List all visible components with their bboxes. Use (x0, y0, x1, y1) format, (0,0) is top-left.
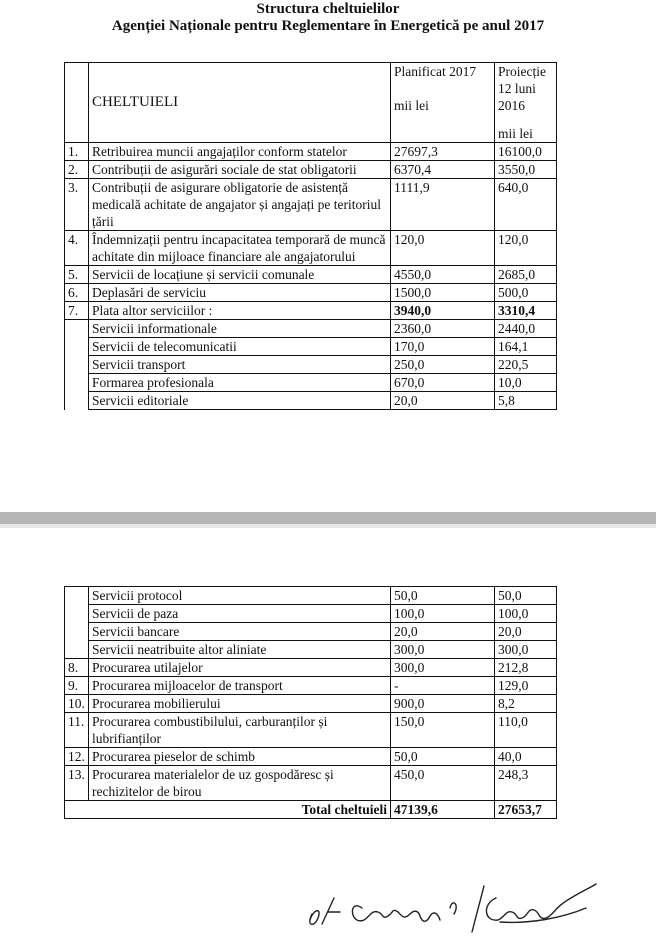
row-planned: 150,0 (391, 713, 495, 748)
row-planned: 2360,0 (391, 320, 495, 338)
row-projection: 20,0 (495, 623, 557, 641)
row-planned: 1500,0 (391, 284, 495, 302)
row-projection: 212,8 (495, 659, 557, 677)
table-row (65, 266, 557, 284)
row-number (65, 587, 89, 605)
row-projection: 10,0 (495, 374, 557, 392)
table-row (65, 161, 557, 179)
total-row (65, 801, 557, 819)
header-planned (391, 63, 495, 143)
row-number (65, 623, 89, 641)
row-projection: 248,3 (495, 766, 557, 801)
row-number (65, 392, 89, 410)
row-planned: 450,0 (391, 766, 495, 801)
row-label: Retribuirea muncii angajaților conform statelor (89, 143, 391, 161)
table-row (65, 695, 557, 713)
table-body-page2 (65, 587, 557, 801)
header-number-cell (65, 63, 89, 143)
row-planned: 100,0 (391, 605, 495, 623)
row-planned: 27697,3 (391, 143, 495, 161)
row-projection: 5,8 (495, 392, 557, 410)
row-number: 11. (65, 713, 89, 748)
row-label: Servicii neatribuite altor aliniate (89, 641, 391, 659)
row-projection: 500,0 (495, 284, 557, 302)
row-number: 4. (65, 231, 89, 266)
row-number: 3. (65, 179, 89, 231)
row-number: 2. (65, 161, 89, 179)
total-projection: 27653,7 (495, 801, 557, 819)
row-projection: 120,0 (495, 231, 557, 266)
row-label: Contribuții de asigurare obligatorie de asistență medicală achitate de angajator și angajați pe teritoriul țării (89, 179, 391, 231)
row-projection: 300,0 (495, 641, 557, 659)
row-label: Procurarea mijloacelor de transport (89, 677, 391, 695)
row-planned: 300,0 (391, 641, 495, 659)
row-label: Servicii transport (89, 356, 391, 374)
row-projection: 640,0 (495, 179, 557, 231)
row-planned: 50,0 (391, 587, 495, 605)
row-number: 5. (65, 266, 89, 284)
row-label: Procurarea utilajelor (89, 659, 391, 677)
table-row (65, 143, 557, 161)
row-planned: 50,0 (391, 748, 495, 766)
total-planned: 47139,6 (391, 801, 495, 819)
row-planned: 170,0 (391, 338, 495, 356)
row-number (65, 374, 89, 392)
row-label: Contribuții de asigurări sociale de stat obligatorii (89, 161, 391, 179)
table-row (65, 659, 557, 677)
row-number (65, 641, 89, 659)
header-planned-label: Planificat 2017 (394, 64, 477, 79)
table-row (65, 392, 557, 410)
row-label: Procurarea mobilierului (89, 695, 391, 713)
row-number: 8. (65, 659, 89, 677)
row-planned: 6370,4 (391, 161, 495, 179)
row-planned: - (391, 677, 495, 695)
row-planned: 3940,0 (391, 302, 495, 320)
row-label: Procurarea pieselor de schimb (89, 748, 391, 766)
row-planned: 4550,0 (391, 266, 495, 284)
row-projection: 220,5 (495, 356, 557, 374)
row-projection: 164,1 (495, 338, 557, 356)
row-planned: 120,0 (391, 231, 495, 266)
table-row (65, 713, 557, 748)
table-row (65, 284, 557, 302)
table-row (65, 302, 557, 320)
row-label: Servicii editoriale (89, 392, 391, 410)
row-label: Servicii de telecomunicatii (89, 338, 391, 356)
table-row (65, 587, 557, 605)
row-label: Servicii bancare (89, 623, 391, 641)
header-expenses: CHELTUIELI (89, 63, 391, 143)
row-projection: 16100,0 (495, 143, 557, 161)
expenses-table-page2 (64, 586, 557, 819)
row-number: 10. (65, 695, 89, 713)
row-number (65, 320, 89, 338)
table-row (65, 641, 557, 659)
table-row (65, 374, 557, 392)
row-number: 7. (65, 302, 89, 320)
row-label: Îndemnizații pentru incapacitatea temporară de muncă achitate din mijloace financiare ale angajatorului (89, 231, 391, 266)
table-row (65, 179, 557, 231)
row-projection: 2440,0 (495, 320, 557, 338)
expenses-table-page1 (64, 62, 557, 410)
row-number: 6. (65, 284, 89, 302)
row-projection: 50,0 (495, 587, 557, 605)
row-label: Servicii informationale (89, 320, 391, 338)
row-projection: 40,0 (495, 748, 557, 766)
header-projection-label: Proiecție 12 luni 2016 (498, 64, 546, 113)
table-row (65, 677, 557, 695)
header-projection (495, 63, 557, 143)
row-label: Procurarea combustibilului, carburanților și lubrifianților (89, 713, 391, 748)
table-body-page1 (65, 143, 557, 410)
row-projection: 3550,0 (495, 161, 557, 179)
row-number: 1. (65, 143, 89, 161)
table-row (65, 231, 557, 266)
handwritten-signature (300, 868, 620, 938)
row-projection: 110,0 (495, 713, 557, 748)
row-label: Servicii protocol (89, 587, 391, 605)
total-number-cell (65, 801, 89, 819)
table-row (65, 320, 557, 338)
header-projection-unit: mii lei (498, 126, 533, 141)
row-number: 9. (65, 677, 89, 695)
row-label: Servicii de locațiune și servicii comunale (89, 266, 391, 284)
row-planned: 670,0 (391, 374, 495, 392)
total-label: Total cheltuieli (89, 801, 391, 819)
row-planned: 1111,9 (391, 179, 495, 231)
document-title-line1: Structura cheltuielilor (256, 1, 400, 17)
table-header-row (65, 63, 557, 143)
row-number: 12. (65, 748, 89, 766)
row-number (65, 338, 89, 356)
row-label: Procurarea materialelor de uz gospodăresc și rechizitelor de birou (89, 766, 391, 801)
row-planned: 900,0 (391, 695, 495, 713)
row-planned: 250,0 (391, 356, 495, 374)
row-number (65, 605, 89, 623)
row-label: Deplasări de serviciu (89, 284, 391, 302)
row-planned: 20,0 (391, 392, 495, 410)
table-row (65, 748, 557, 766)
header-planned-unit: mii lei (394, 98, 429, 113)
document-title-line2: Agenției Naționale pentru Reglementare în Energetică pe anul 2017 (111, 18, 545, 34)
row-number (65, 356, 89, 374)
row-projection: 8,2 (495, 695, 557, 713)
table-row (65, 338, 557, 356)
row-projection: 100,0 (495, 605, 557, 623)
table-row (65, 605, 557, 623)
row-planned: 300,0 (391, 659, 495, 677)
row-projection: 3310,4 (495, 302, 557, 320)
row-projection: 129,0 (495, 677, 557, 695)
row-label: Formarea profesionala (89, 374, 391, 392)
table-row (65, 356, 557, 374)
table-row (65, 623, 557, 641)
row-number: 13. (65, 766, 89, 801)
row-planned: 20,0 (391, 623, 495, 641)
table-row (65, 766, 557, 801)
row-label: Servicii de paza (89, 605, 391, 623)
row-projection: 2685,0 (495, 266, 557, 284)
row-label: Plata altor serviciilor : (89, 302, 391, 320)
page-break (0, 512, 656, 524)
